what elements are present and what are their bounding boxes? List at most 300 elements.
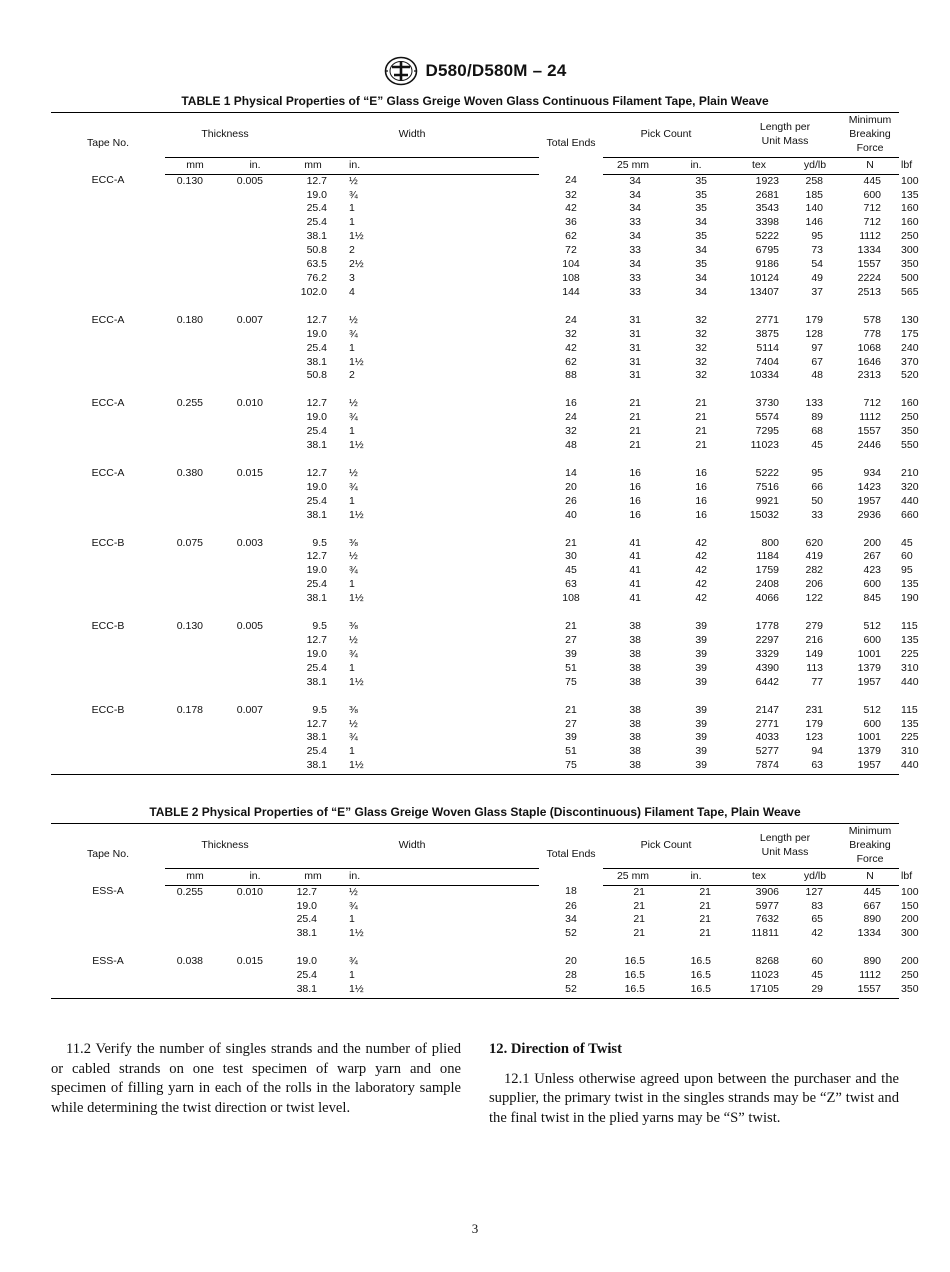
header-total-ends: Total Ends bbox=[539, 113, 603, 175]
cell-tape-no bbox=[51, 634, 165, 648]
cell-pick-25mm: 21 bbox=[633, 885, 646, 898]
cell-tex: 10124 bbox=[749, 271, 780, 284]
cell-width-in: 1 bbox=[349, 202, 355, 215]
table-row: 38.1 1½ 48 21 21 11023 45 2446 550 bbox=[51, 439, 899, 453]
cell-width-mm: 25.4 bbox=[306, 661, 328, 674]
cell-pick-25mm: 16 bbox=[629, 494, 642, 507]
cell-width-in: ⅜ bbox=[349, 703, 358, 716]
cell-yd-lb: 97 bbox=[811, 341, 824, 354]
cell-width-mm: 38.1 bbox=[306, 508, 328, 521]
cell-force-n: 423 bbox=[863, 564, 882, 577]
cell-yd-lb: 37 bbox=[811, 285, 824, 298]
cell-tape-no: ESS-A bbox=[92, 885, 124, 898]
cell-thickness-in bbox=[225, 745, 285, 759]
cell-width-mm: 38.1 bbox=[306, 439, 328, 452]
cell-tex: 2771 bbox=[755, 313, 780, 326]
cell-thickness-mm bbox=[165, 328, 225, 342]
cell-force-n: 1001 bbox=[857, 647, 882, 660]
cell-thickness-mm bbox=[165, 439, 225, 453]
cell-pick-25mm: 21 bbox=[633, 913, 646, 926]
cell-force-n: 1112 bbox=[859, 230, 882, 243]
cell-thickness-in bbox=[225, 913, 285, 927]
cell-tex: 2408 bbox=[755, 578, 780, 591]
cell-width-mm: 12.7 bbox=[306, 313, 328, 326]
cell-pick-in: 34 bbox=[695, 216, 708, 229]
cell-force-n: 712 bbox=[863, 397, 882, 410]
cell-tex: 5574 bbox=[755, 411, 780, 424]
unit-yd-lb: yd/lb bbox=[789, 868, 841, 885]
cell-pick-25mm: 31 bbox=[629, 341, 642, 354]
cell-total-ends: 32 bbox=[565, 425, 577, 438]
cell-tape-no bbox=[51, 216, 165, 230]
cell-thickness-mm: 0.255 bbox=[176, 397, 203, 410]
cell-thickness-in: 0.010 bbox=[236, 397, 264, 410]
cell-width-in: ½ bbox=[349, 634, 358, 646]
cell-tex: 11023 bbox=[750, 969, 780, 982]
cell-thickness-mm: 0.075 bbox=[176, 536, 203, 549]
cell-thickness-in bbox=[225, 216, 285, 230]
cell-thickness-in bbox=[225, 969, 285, 983]
cell-force-n: 1112 bbox=[859, 969, 882, 982]
cell-thickness-in bbox=[225, 592, 285, 606]
unit-tex: tex bbox=[729, 868, 789, 885]
cell-tex: 4033 bbox=[755, 731, 780, 744]
cell-pick-25mm: 41 bbox=[629, 536, 642, 549]
cell-yd-lb: 73 bbox=[811, 244, 824, 257]
cell-thickness-mm bbox=[165, 425, 225, 439]
header-force-line1: Minimum bbox=[848, 825, 892, 837]
header-length-per-unit-mass bbox=[729, 113, 841, 158]
cell-thickness-in bbox=[225, 564, 285, 578]
cell-thickness-mm bbox=[165, 927, 225, 941]
cell-width-mm: 25.4 bbox=[306, 202, 328, 215]
cell-yd-lb: 179 bbox=[805, 717, 824, 730]
cell-tex: 5114 bbox=[756, 341, 780, 354]
cell-total-ends: 52 bbox=[565, 927, 577, 940]
cell-total-ends: 34 bbox=[565, 913, 577, 926]
cell-tape-no bbox=[51, 927, 165, 941]
cell-tex: 1184 bbox=[756, 550, 780, 563]
cell-tape-no bbox=[51, 230, 165, 244]
table2-caption: TABLE 2 Physical Properties of “E” Glass Greige Woven Glass Staple (Discontinuous) Filament Tape, Plain Weave bbox=[149, 805, 801, 819]
cell-width-mm: 25.4 bbox=[306, 341, 328, 354]
cell-width-in: ¾ bbox=[349, 731, 358, 744]
cell-tex: 9921 bbox=[755, 494, 780, 507]
cell-pick-in: 42 bbox=[695, 578, 708, 591]
table-row: ECC-B 0.130 0.005 9.5 ⅜ 21 38 39 1778 279 512 115 bbox=[51, 606, 899, 634]
cell-total-ends: 40 bbox=[565, 508, 577, 521]
cell-thickness-mm bbox=[165, 662, 225, 676]
cell-force-n: 1646 bbox=[857, 355, 882, 368]
cell-thickness-in bbox=[225, 509, 285, 523]
cell-pick-25mm: 34 bbox=[629, 230, 642, 243]
cell-thickness-in bbox=[225, 356, 285, 370]
cell-width-in: 1½ bbox=[349, 927, 364, 940]
cell-pick-in: 16.5 bbox=[690, 955, 712, 968]
cell-yd-lb: 179 bbox=[805, 313, 824, 326]
cell-tape-no bbox=[51, 648, 165, 662]
cell-force-n: 712 bbox=[863, 202, 882, 215]
cell-width-in: ¾ bbox=[349, 480, 358, 493]
cell-total-ends: 20 bbox=[565, 955, 577, 968]
cell-total-ends: 21 bbox=[565, 703, 577, 716]
cell-thickness-mm bbox=[165, 509, 225, 523]
cell-pick-25mm: 16.5 bbox=[624, 969, 646, 982]
cell-pick-25mm: 38 bbox=[629, 634, 642, 646]
cell-yd-lb: 65 bbox=[811, 913, 824, 926]
cell-width-in: ½ bbox=[349, 466, 358, 479]
cell-width-in: 1½ bbox=[349, 355, 364, 368]
cell-yd-lb: 63 bbox=[789, 759, 841, 774]
cell-pick-in: 21 bbox=[695, 425, 708, 438]
cell-tape-no bbox=[51, 662, 165, 676]
cell-force-n: 1001 bbox=[857, 731, 882, 744]
cell-force-n: 1557 bbox=[857, 258, 882, 271]
cell-pick-in: 21 bbox=[695, 397, 708, 410]
cell-thickness-mm: 0.380 bbox=[176, 466, 203, 479]
cell-thickness-in bbox=[225, 230, 285, 244]
cell-width-mm: 38.1 bbox=[285, 983, 341, 998]
table-row: 19.0 ¾ 24 21 21 5574 89 1112 250 bbox=[51, 411, 899, 425]
right-column bbox=[489, 1040, 899, 1128]
cell-tape-no: ECC-A bbox=[91, 313, 125, 326]
cell-pick-in: 35 bbox=[695, 230, 708, 243]
cell-width-in: 1½ bbox=[349, 508, 364, 521]
cell-thickness-mm bbox=[165, 578, 225, 592]
cell-thickness-mm: 0.130 bbox=[176, 174, 203, 187]
cell-yd-lb: 54 bbox=[811, 258, 824, 271]
cell-thickness-mm bbox=[165, 592, 225, 606]
page-header bbox=[0, 54, 950, 88]
cell-width-in: ¾ bbox=[349, 411, 358, 424]
cell-width-in: ⅜ bbox=[349, 620, 358, 633]
cell-pick-in: 21 bbox=[699, 885, 712, 898]
cell-thickness-in: 0.015 bbox=[236, 955, 264, 968]
cell-yd-lb: 146 bbox=[805, 216, 824, 229]
table-row: 102.0 4 144 33 34 13407 37 2513 565 bbox=[51, 286, 899, 300]
cell-tex: 7295 bbox=[755, 425, 780, 438]
table-row: 12.7 ½ 27 38 39 2771 179 600 135 bbox=[51, 718, 899, 732]
cell-total-ends: 32 bbox=[565, 327, 577, 340]
cell-yd-lb: 89 bbox=[811, 411, 824, 424]
cell-width-mm: 25.4 bbox=[296, 913, 318, 926]
cell-total-ends: 39 bbox=[565, 647, 577, 660]
cell-yd-lb: 140 bbox=[805, 202, 824, 215]
cell-tex: 5222 bbox=[755, 230, 780, 243]
cell-force-n: 2446 bbox=[857, 439, 882, 452]
table2: Tape No. Thickness Width Total Ends Pick Count Length per Unit Mass Minimum Breaking Force mm in. mm in. 25 mm in. tex yd/lb N lbf ESS-A 0.255 0.010 12.7 ½ 18 21 21 3906 127 445 100 19.0 ¾ 26 21 21 5977 83 667 150 25.4 1 34 21 21 7632 65 890 200 38.1 1½ 52 21 21 11811 42 1334 300 ESS-A 0.038 0.015 19.0 ¾ 20 16.5 16.5 8268 60 890 200 25.4 1 28 16.5 16.5 11023 45 1112 250 38.1 1½ 52 16.5 16.5 17105 29 1557 350 bbox=[51, 823, 899, 999]
cell-width-in: ½ bbox=[349, 397, 358, 410]
table-row: 76.2 3 108 33 34 10124 49 2224 500 bbox=[51, 272, 899, 286]
cell-thickness-in bbox=[225, 495, 285, 509]
cell-pick-25mm: 41 bbox=[629, 592, 642, 605]
cell-tape-no bbox=[51, 425, 165, 439]
cell-width-mm: 19.0 bbox=[306, 647, 328, 660]
cell-pick-25mm: 16 bbox=[629, 480, 642, 493]
cell-thickness-mm bbox=[165, 189, 225, 203]
unit-width-mm: mm bbox=[285, 157, 341, 174]
cell-force-n: 1957 bbox=[841, 759, 899, 774]
cell-yd-lb: 620 bbox=[805, 536, 824, 549]
table-row: ESS-A 0.038 0.015 19.0 ¾ 20 16.5 16.5 8268 60 890 200 bbox=[51, 941, 899, 969]
table-row: 25.4 1 51 38 39 4390 113 1379 310 bbox=[51, 662, 899, 676]
table-row: 38.1 1½ 75 38 39 7874 63 1957 440 bbox=[51, 759, 899, 774]
cell-total-ends: 16 bbox=[565, 397, 577, 410]
cell-force-n: 445 bbox=[863, 885, 882, 898]
cell-tape-no bbox=[51, 369, 165, 383]
cell-pick-in: 32 bbox=[695, 327, 708, 340]
cell-width-in: ½ bbox=[349, 717, 358, 730]
unit-thickness-in: in. bbox=[225, 157, 285, 174]
cell-pick-25mm: 33 bbox=[629, 271, 642, 284]
cell-pick-25mm: 33 bbox=[629, 285, 642, 298]
cell-force-n: 2224 bbox=[857, 271, 882, 284]
cell-tex: 3398 bbox=[755, 216, 780, 229]
cell-width-in: 3 bbox=[349, 271, 355, 284]
cell-width-mm: 19.0 bbox=[296, 955, 318, 968]
cell-tape-no bbox=[51, 481, 165, 495]
cell-pick-25mm: 31 bbox=[629, 327, 642, 340]
cell-thickness-mm bbox=[165, 369, 225, 383]
cell-tex: 9186 bbox=[755, 258, 780, 271]
cell-width-in: ½ bbox=[349, 550, 358, 563]
table-row: 38.1 1½ 40 16 16 15032 33 2936 660 bbox=[51, 509, 899, 523]
header-tape-no: Tape No. bbox=[51, 113, 165, 175]
cell-width-in: ½ bbox=[349, 885, 358, 898]
cell-pick-25mm: 34 bbox=[629, 258, 642, 271]
header-length-line1: Length per bbox=[759, 831, 811, 844]
cell-tex: 3730 bbox=[755, 397, 780, 410]
cell-force-n: 1557 bbox=[841, 983, 899, 998]
table-row: 19.0 ¾ 39 38 39 3329 149 1001 225 bbox=[51, 648, 899, 662]
cell-pick-in: 16.5 bbox=[663, 983, 729, 998]
cell-yd-lb: 68 bbox=[811, 425, 824, 438]
cell-pick-25mm: 38 bbox=[629, 731, 642, 744]
cell-thickness-in bbox=[225, 578, 285, 592]
cell-thickness-mm: 0.130 bbox=[176, 620, 203, 633]
cell-tex: 17105 bbox=[729, 983, 789, 998]
cell-force-n: 267 bbox=[863, 550, 882, 563]
header-force-line3: Force bbox=[856, 852, 884, 865]
header-pick-count: Pick Count bbox=[603, 824, 729, 869]
cell-width-mm: 19.0 bbox=[306, 327, 328, 340]
cell-pick-25mm: 38 bbox=[629, 647, 642, 660]
cell-force-n: 890 bbox=[863, 913, 882, 926]
cell-width-mm: 38.1 bbox=[306, 230, 328, 243]
table-row: 19.0 ¾ 26 21 21 5977 83 667 150 bbox=[51, 900, 899, 914]
cell-thickness-mm bbox=[165, 731, 225, 745]
table-row: 50.8 2 88 31 32 10334 48 2313 520 bbox=[51, 369, 899, 383]
cell-total-ends: 62 bbox=[565, 355, 577, 368]
header-force-line2: Breaking bbox=[849, 838, 891, 851]
table-row: 38.1 1½ 52 16.5 16.5 17105 29 1557 350 bbox=[51, 983, 899, 998]
cell-force-n: 1334 bbox=[857, 927, 882, 940]
cell-pick-in: 32 bbox=[695, 313, 708, 326]
cell-width-mm: 25.4 bbox=[306, 425, 328, 438]
cell-thickness-mm: 0.178 bbox=[176, 703, 203, 716]
cell-thickness-in: 0.005 bbox=[236, 620, 264, 633]
cell-tape-no bbox=[51, 342, 165, 356]
cell-pick-25mm: 16 bbox=[629, 508, 642, 521]
cell-thickness-in bbox=[225, 189, 285, 203]
cell-thickness-in bbox=[225, 272, 285, 286]
cell-tape-no bbox=[51, 578, 165, 592]
header-width: Width bbox=[285, 824, 539, 869]
cell-thickness-mm bbox=[165, 481, 225, 495]
cell-pick-in: 39 bbox=[695, 703, 708, 716]
cell-thickness-mm bbox=[165, 258, 225, 272]
cell-width-mm: 9.5 bbox=[312, 703, 328, 716]
cell-width-mm: 12.7 bbox=[306, 397, 328, 410]
cell-tape-no bbox=[51, 509, 165, 523]
cell-total-ends: 27 bbox=[565, 717, 577, 730]
cell-yd-lb: 206 bbox=[805, 578, 824, 591]
cell-tape-no: ECC-A bbox=[91, 174, 125, 187]
table-row: 38.1 1½ 108 41 42 4066 122 845 190 bbox=[51, 592, 899, 606]
cell-pick-25mm: 21 bbox=[629, 411, 642, 424]
cell-width-mm: 12.7 bbox=[306, 466, 328, 479]
cell-yd-lb: 66 bbox=[811, 480, 824, 493]
cell-width-mm: 12.7 bbox=[306, 550, 328, 563]
cell-thickness-mm bbox=[165, 202, 225, 216]
cell-thickness-mm bbox=[165, 759, 225, 774]
cell-tape-no bbox=[51, 983, 165, 998]
cell-width-in: ¾ bbox=[349, 188, 358, 201]
cell-tex: 5222 bbox=[755, 466, 780, 479]
cell-thickness-mm bbox=[165, 648, 225, 662]
cell-pick-25mm: 31 bbox=[629, 313, 642, 326]
cell-tex: 11023 bbox=[750, 439, 780, 452]
cell-total-ends: 52 bbox=[539, 983, 603, 998]
cell-thickness-mm bbox=[165, 676, 225, 690]
table2-body bbox=[51, 885, 919, 998]
cell-tape-no bbox=[51, 564, 165, 578]
table-row: 25.4 1 26 16 16 9921 50 1957 440 bbox=[51, 495, 899, 509]
cell-thickness-in bbox=[225, 634, 285, 648]
cell-width-in: ½ bbox=[349, 174, 358, 187]
cell-total-ends: 18 bbox=[565, 885, 577, 898]
cell-pick-in: 39 bbox=[695, 620, 708, 633]
cell-thickness-mm: 0.038 bbox=[176, 955, 203, 968]
cell-width-in: 1½ bbox=[349, 439, 364, 452]
cell-width-mm: 50.8 bbox=[306, 244, 328, 257]
cell-tex: 3906 bbox=[755, 885, 780, 898]
cell-width-in: ½ bbox=[349, 313, 358, 326]
cell-width-mm: 25.4 bbox=[296, 969, 318, 982]
cell-thickness-in bbox=[225, 202, 285, 216]
cell-tex: 6795 bbox=[755, 244, 780, 257]
cell-width-in: 1 bbox=[349, 661, 355, 674]
table-row: 25.4 1 42 31 32 5114 97 1068 240 bbox=[51, 342, 899, 356]
header-thickness: Thickness bbox=[165, 113, 285, 158]
unit-n: N bbox=[841, 157, 899, 174]
cell-thickness-mm bbox=[165, 550, 225, 564]
cell-pick-in: 32 bbox=[695, 369, 708, 382]
cell-tex: 1759 bbox=[755, 564, 780, 577]
cell-yd-lb: 29 bbox=[789, 983, 841, 998]
cell-tex: 7874 bbox=[729, 759, 789, 774]
header-force-line2: Breaking Force bbox=[849, 127, 891, 154]
cell-pick-25mm: 34 bbox=[629, 202, 642, 215]
cell-force-n: 2513 bbox=[857, 285, 882, 298]
cell-width-mm: 38.1 bbox=[306, 592, 328, 605]
cell-tape-no bbox=[51, 202, 165, 216]
cell-force-n: 2313 bbox=[857, 369, 882, 382]
unit-tex: tex bbox=[729, 157, 789, 174]
cell-pick-in: 39 bbox=[695, 731, 708, 744]
cell-total-ends: 32 bbox=[565, 188, 577, 201]
cell-yd-lb: 95 bbox=[811, 230, 824, 243]
cell-width-in: ⅜ bbox=[349, 536, 358, 549]
cell-pick-25mm: 38 bbox=[629, 661, 642, 674]
cell-yd-lb: 128 bbox=[805, 327, 824, 340]
cell-width-in: 1½ bbox=[349, 675, 364, 688]
cell-yd-lb: 127 bbox=[805, 885, 824, 898]
header-pick-count: Pick Count bbox=[603, 113, 729, 158]
cell-force-n: 578 bbox=[863, 313, 882, 326]
cell-pick-in: 39 bbox=[663, 759, 729, 774]
cell-pick-in: 34 bbox=[695, 271, 708, 284]
cell-thickness-mm bbox=[165, 969, 225, 983]
cell-pick-in: 21 bbox=[699, 927, 712, 940]
cell-force-n: 2936 bbox=[857, 508, 882, 521]
cell-width-mm: 9.5 bbox=[312, 536, 328, 549]
table-row: 38.1 1½ 62 34 35 5222 95 1112 250 bbox=[51, 230, 899, 244]
cell-thickness-mm bbox=[165, 495, 225, 509]
cell-tape-no bbox=[51, 356, 165, 370]
cell-pick-in: 35 bbox=[695, 188, 708, 201]
cell-width-in: ¾ bbox=[349, 564, 358, 577]
cell-width-in: 1½ bbox=[341, 759, 539, 774]
cell-pick-in: 32 bbox=[695, 341, 708, 354]
cell-pick-25mm: 21 bbox=[629, 439, 642, 452]
cell-force-n: 1068 bbox=[857, 341, 882, 354]
cell-pick-in: 39 bbox=[695, 647, 708, 660]
cell-pick-in: 16 bbox=[695, 494, 708, 507]
cell-total-ends: 36 bbox=[565, 216, 577, 229]
header-min-breaking-force bbox=[841, 113, 899, 158]
cell-thickness-mm bbox=[165, 900, 225, 914]
cell-pick-in: 16 bbox=[695, 466, 708, 479]
cell-pick-25mm: 16.5 bbox=[624, 955, 646, 968]
table-row: 38.1 1½ 52 21 21 11811 42 1334 300 bbox=[51, 927, 899, 941]
table-row: 38.1 1½ 62 31 32 7404 67 1646 370 bbox=[51, 356, 899, 370]
cell-pick-in: 16 bbox=[695, 480, 708, 493]
cell-tape-no: ECC-A bbox=[91, 397, 125, 410]
cell-yd-lb: 48 bbox=[811, 369, 824, 382]
cell-tape-no: ECC-B bbox=[91, 620, 125, 633]
cell-total-ends: 108 bbox=[562, 271, 580, 284]
unit-thickness-mm: mm bbox=[165, 157, 225, 174]
cell-thickness-in bbox=[225, 244, 285, 258]
cell-thickness-in bbox=[225, 759, 285, 774]
cell-total-ends: 88 bbox=[565, 369, 577, 382]
cell-total-ends: 72 bbox=[565, 244, 577, 257]
cell-tape-no bbox=[51, 759, 165, 774]
cell-thickness-in bbox=[225, 342, 285, 356]
header-width: Width bbox=[285, 113, 539, 158]
header-total-ends: Total Ends bbox=[539, 824, 603, 886]
cell-thickness-mm bbox=[165, 913, 225, 927]
cell-thickness-in: 0.007 bbox=[236, 703, 264, 716]
cell-yd-lb: 45 bbox=[811, 439, 824, 452]
cell-force-n: 667 bbox=[863, 899, 882, 912]
cell-width-in: 2½ bbox=[349, 258, 364, 271]
cell-thickness-in: 0.007 bbox=[236, 313, 264, 326]
table1: Tape No. Thickness Width Total Ends Pick Count Length per Unit Mass Minimum Breaking Force mm in. mm in. 25 mm in. tex yd/lb N lbf ECC-A 0.130 0.005 12.7 ½ 24 34 35 1923 258 445 100 19.0 ¾ 32 34 35 2681 185 600 135 25.4 1 42 34 35 3543 140 712 160 25.4 1 36 33 34 3398 146 712 160 38.1 1½ 62 34 35 5222 95 1112 250 50.8 2 72 33 34 6795 73 1334 300 63.5 2½ 104 34 35 9186 54 1557 350 76.2 3 108 33 34 10124 49 2224 500 102.0 4 144 33 34 13407 37 2513 565 ECC-A 0.180 0.007 12.7 ½ 24 31 32 2771 179 578 130 19.0 ¾ 32 31 32 3875 128 778 175 25.4 1 42 31 32 5114 97 1068 240 38.1 1½ 62 31 32 7404 67 1646 370 50.8 2 88 31 32 10334 48 2313 520 ECC-A 0.255 0.010 12.7 ½ 16 21 21 3730 133 712 160 19.0 ¾ 24 21 21 5574 89 1112 250 25.4 1 32 21 21 7295 68 1557 350 38.1 1½ 48 21 21 11023 45 2446 550 ECC-A 0.380 0.015 12.7 ½ 14 16 16 5222 95 934 210 19.0 ¾ 20 16 16 7516 66 1423 320 25.4 1 26 16 16 9921 50 1957 440 38.1 1½ 40 16 16 15032 33 2936 660 ECC-B 0.075 0.003 9.5 ⅜ 21 41 42 800 620 200 45 12.7 ½ 30 41 42 1184 419 267 60 19.0 ¾ 45 41 42 1759 282 423 95 25.4 1 63 41 42 2408 206 600 135 38.1 1½ 108 41 42 4066 122 845 190 ECC-B 0.130 0.005 9.5 ⅜ 21 38 39 1778 279 512 115 12.7 ½ 27 38 39 2297 216 600 135 19.0 ¾ 39 38 39 3329 149 1001 225 25.4 1 51 38 39 4390 113 1379 310 38.1 1½ 75 38 39 6442 77 1957 440 ECC-B 0.178 0.007 9.5 ⅜ 21 38 39 2147 231 512 115 12.7 ½ 27 38 39 2771 179 600 135 38.1 ¾ 39 38 39 4033 123 1001 225 25.4 1 51 38 39 5277 94 1379 310 38.1 1½ 75 38 39 7874 63 1957 440 bbox=[51, 112, 899, 775]
cell-pick-in: 32 bbox=[695, 355, 708, 368]
cell-total-ends: 75 bbox=[565, 675, 577, 688]
